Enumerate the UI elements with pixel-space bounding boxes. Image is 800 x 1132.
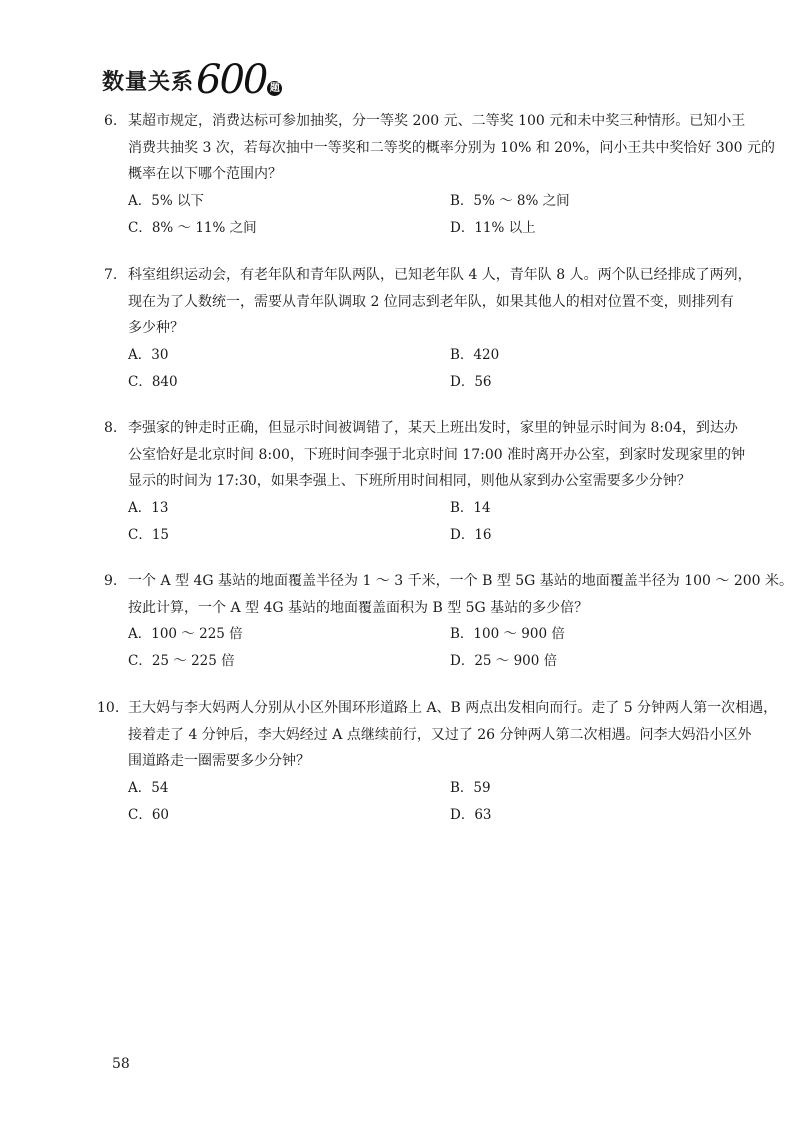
question-stem bbox=[101, 262, 769, 342]
option-c: C．60 bbox=[128, 806, 170, 823]
stem-line: 科室组织运动会，有老年队和青年队两队，已知老年队 4 人，青年队 8 人。两个队已经排成了两列， bbox=[128, 267, 752, 283]
question-10 bbox=[97, 695, 778, 829]
stem-line: 消费共抽奖 3 次，若每次抽中一等奖和二等奖的概率分别为 10% 和 20%，问小王共中奖恰好 300 元的 bbox=[128, 139, 776, 156]
question-7 bbox=[101, 262, 769, 396]
options-row bbox=[101, 495, 769, 522]
question-number: 7. bbox=[104, 267, 118, 283]
option-a: A．13 bbox=[128, 499, 169, 516]
options-row bbox=[101, 215, 769, 242]
option-b: B．100 ～ 900 倍 bbox=[450, 626, 565, 642]
stem-line: 显示的时间为 17:30，如果李强上、下班所用时间相同，则他从家到办公室需要多少分钟？ bbox=[128, 473, 691, 489]
options-row bbox=[101, 775, 769, 802]
question-number: 6. bbox=[104, 113, 118, 129]
options-row bbox=[101, 802, 769, 829]
question-number: 9. bbox=[104, 573, 118, 589]
book-title: 数量关系 bbox=[102, 70, 195, 95]
question-stem bbox=[101, 415, 769, 495]
stem-line: 李强家的钟走时正确，但显示时间被调错了，某天上班出发时，家里的钟显示时间为 8:04，到达办 bbox=[128, 420, 738, 436]
question-number: 10. bbox=[97, 700, 120, 716]
page-header bbox=[102, 50, 282, 103]
option-d: D．11% 以上 bbox=[450, 219, 536, 236]
book-title-number: 600 bbox=[196, 57, 267, 103]
option-d: D．25 ～ 900 倍 bbox=[450, 653, 558, 669]
stem-line: 按此计算，一个 A 型 4G 基站的地面覆盖面积为 B 型 5G 基站的多少倍？ bbox=[128, 599, 589, 616]
options-row bbox=[101, 648, 769, 675]
option-a: A．5% 以下 bbox=[128, 192, 204, 209]
option-c: C．25 ～ 225 倍 bbox=[128, 653, 235, 669]
option-d: D．63 bbox=[450, 806, 492, 823]
option-a: A．54 bbox=[128, 779, 169, 796]
question-stem bbox=[101, 568, 794, 621]
stem-line: 一个 A 型 4G 基站的地面覆盖半径为 1 ～ 3 千米，一个 B 型 5G 基站的地面覆盖半径为 100 ～ 200 米。 bbox=[128, 573, 794, 589]
question-stem bbox=[97, 695, 778, 775]
option-b: B．59 bbox=[450, 779, 491, 796]
page-number: 58 bbox=[112, 1056, 130, 1072]
options-row bbox=[101, 188, 769, 215]
option-b: B．5% ～ 8% 之间 bbox=[450, 192, 570, 209]
option-d: D．56 bbox=[450, 373, 492, 390]
stem-line: 概率在以下哪个范围内？ bbox=[128, 166, 282, 182]
question-8 bbox=[101, 415, 769, 549]
stem-line: 接着走了 4 分钟后，李大妈经过 A 点继续前行，又过了 26 分钟两人第二次相遇。问李大妈沿小区外 bbox=[128, 726, 752, 743]
stem-line: 现在为了人数统一，需要从青年队调取 2 位同志到老年队，如果其他人的相对位置不变，则排列有 bbox=[128, 293, 734, 310]
question-number: 8. bbox=[104, 420, 118, 436]
stem-line: 围道路走一圈需要多少分钟？ bbox=[128, 753, 310, 769]
stem-line: 某超市规定，消费达标可参加抽奖，分一等奖 200 元、二等奖 100 元和未中奖三种情形。已知小王 bbox=[128, 113, 746, 129]
options-row bbox=[101, 522, 769, 549]
stem-line: 王大妈与李大妈两人分别从小区外围环形道路上 A、B 两点出发相向而行。走了 5 分钟两人第一次相遇， bbox=[128, 700, 778, 716]
question-6 bbox=[101, 108, 776, 242]
stem-line: 公室恰好是北京时间 8:00，下班时间李强于北京时间 17:00 准时离开办公室，到家时发现家里的钟 bbox=[128, 446, 746, 463]
question-stem bbox=[101, 108, 776, 188]
option-a: A．100 ～ 225 倍 bbox=[128, 626, 243, 642]
book-title-badge: 题 bbox=[267, 81, 282, 96]
options-row bbox=[101, 342, 769, 369]
option-c: C．15 bbox=[128, 526, 170, 543]
option-d: D．16 bbox=[450, 526, 492, 543]
option-c: C．8% ～ 11% 之间 bbox=[128, 219, 257, 236]
option-c: C．840 bbox=[128, 373, 178, 390]
option-b: B．420 bbox=[450, 346, 500, 363]
option-a: A．30 bbox=[128, 346, 169, 363]
options-row bbox=[101, 621, 769, 648]
option-b: B．14 bbox=[450, 499, 491, 516]
question-9 bbox=[101, 568, 794, 675]
stem-line: 多少种？ bbox=[128, 320, 184, 336]
options-row bbox=[101, 369, 769, 396]
